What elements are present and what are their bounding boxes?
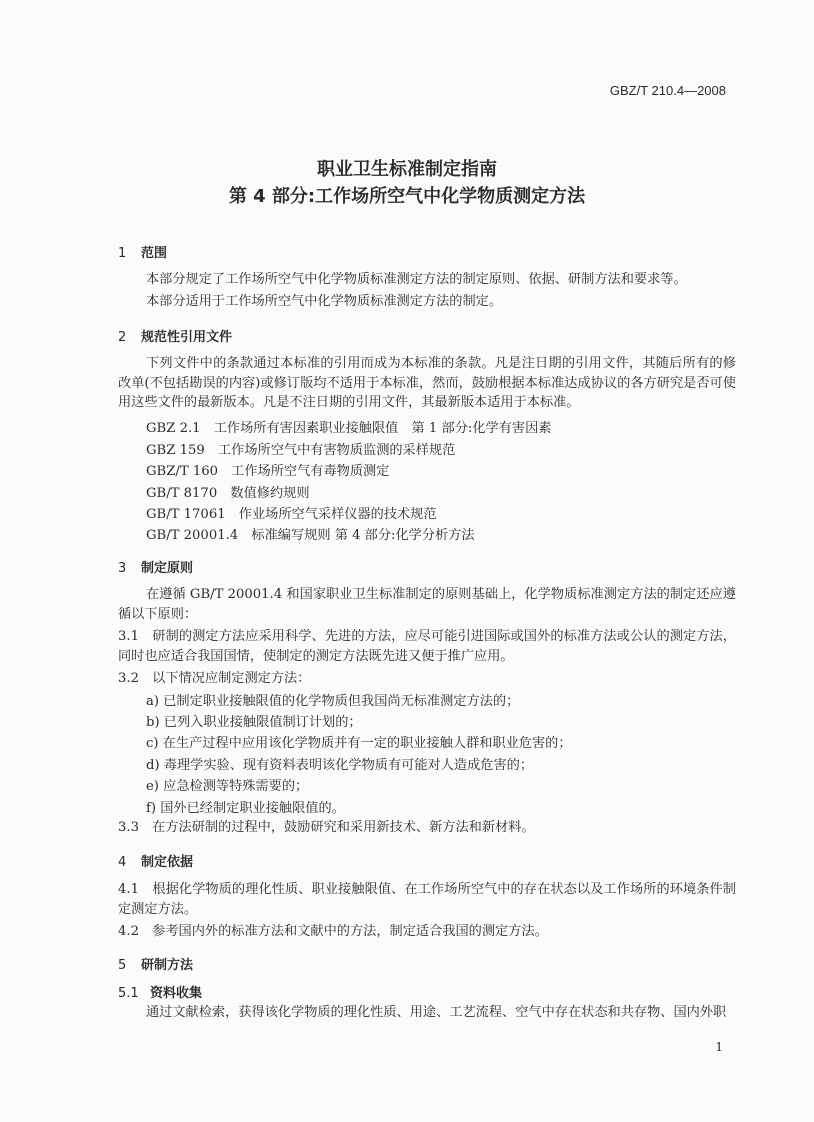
section-title: 研制方法 — [141, 958, 194, 973]
section-number: 5 — [118, 958, 127, 973]
section-number: 2 — [118, 330, 127, 345]
section-2-heading — [118, 326, 232, 345]
subsection-title: 资料收集 — [150, 986, 203, 1001]
section-number: 3 — [118, 561, 127, 576]
clause-4-1: 4.1 根据化学物质的理化性质、职业接触限值、在工作场所空气中的存在状态以及工作场所的环境条件制定测定方法。 — [118, 882, 736, 917]
paragraph: 本部分规定了工作场所空气中化学物质标准测定方法的制定原则、依据、研制方法和要求等。 — [146, 272, 687, 287]
clause-3-1: 3.1 研制的测定方法应采用科学、先进的方法，应尽可能引进国际或国外的标准方法或公认的测定方法，同时也应适合我国国情，使制定的测定方法既先进又便于推广应用。 — [118, 629, 736, 664]
reference-item: GB/T 17061 作业场所空气采样仪器的技术规范 — [146, 507, 437, 522]
section-5-heading — [118, 954, 193, 973]
subsection-number: 5.1 — [118, 986, 139, 1001]
list-item: e) 应急检测等特殊需要的； — [146, 779, 309, 794]
reference-item: GB/T 20001.4 标准编写规则 第 4 部分:化学分析方法 — [146, 528, 475, 543]
section-3-heading — [118, 557, 193, 576]
reference-item: GBZ 2.1 工作场所有害因素职业接触限值 第 1 部分:化学有害因素 — [146, 421, 552, 436]
clause-4-2: 4.2 参考国内外的标准方法和文献中的方法，制定适合我国的测定方法。 — [118, 924, 548, 939]
list-item: f) 国外已经制定职业接触限值的。 — [146, 801, 345, 816]
list-item: a) 已制定职业接触限值的化学物质但我国尚无标准测定方法的； — [146, 694, 520, 709]
reference-item: GB/T 8170 数值修约规则 — [146, 486, 310, 501]
section-title: 规范性引用文件 — [141, 330, 233, 345]
section-title: 范围 — [141, 246, 168, 261]
paragraph: 在遵循 GB/T 20001.4 和国家职业卫生标准制定的原则基础上，化学物质标准测定方法的制定还应遵循以下原则： — [118, 587, 736, 622]
reference-item: GBZ 159 工作场所空气中有害物质监测的采样规范 — [146, 443, 456, 458]
paragraph: 下列文件中的条款通过本标准的引用而成为本标准的条款。凡是注日期的引用文件，其随后所有的修改单(不包括勘误的内容)或修订版均不适用于本标准，然而，鼓励根据本标准达成协议的各方研究是否可使用这些文件的最新版本。凡是不注日期的引用文件，其最新版本适用于本标准。 — [118, 356, 736, 410]
list-item: b) 已列入职业接触限值制订计划的； — [146, 715, 362, 730]
clause-3-2: 3.2 以下情况应制定测定方法： — [118, 671, 311, 686]
section-title: 制定依据 — [141, 855, 194, 870]
subsection-5-1-heading — [118, 982, 202, 1001]
document-title: 职业卫生标准制定指南 — [317, 159, 497, 180]
page-number: 1 — [715, 1040, 723, 1054]
reference-item: GBZ/T 160 工作场所空气有毒物质测定 — [146, 464, 390, 479]
document-subtitle: 第 4 部分:工作场所空气中化学物质测定方法 — [228, 186, 586, 207]
paragraph: 本部分适用于工作场所空气中化学物质标准测定方法的制定。 — [146, 294, 503, 309]
section-number: 1 — [118, 246, 127, 261]
section-1-heading — [118, 242, 167, 261]
paragraph: 通过文献检索，获得该化学物质的理化性质、用途、工艺流程、空气中存在状态和共存物、国内外职 — [146, 1005, 727, 1020]
list-item: c) 在生产过程中应用该化学物质并有一定的职业接触人群和职业危害的； — [146, 736, 572, 751]
section-number: 4 — [118, 855, 127, 870]
list-item: d) 毒理学实验、现有资料表明该化学物质有可能对人造成危害的； — [146, 758, 534, 773]
section-title: 制定原则 — [141, 561, 194, 576]
clause-3-3: 3.3 在方法研制的过程中，鼓励研究和采用新技术、新方法和新材料。 — [118, 820, 535, 835]
standard-code: GBZ/T 210.4—2008 — [609, 83, 726, 98]
section-4-heading — [118, 851, 193, 870]
